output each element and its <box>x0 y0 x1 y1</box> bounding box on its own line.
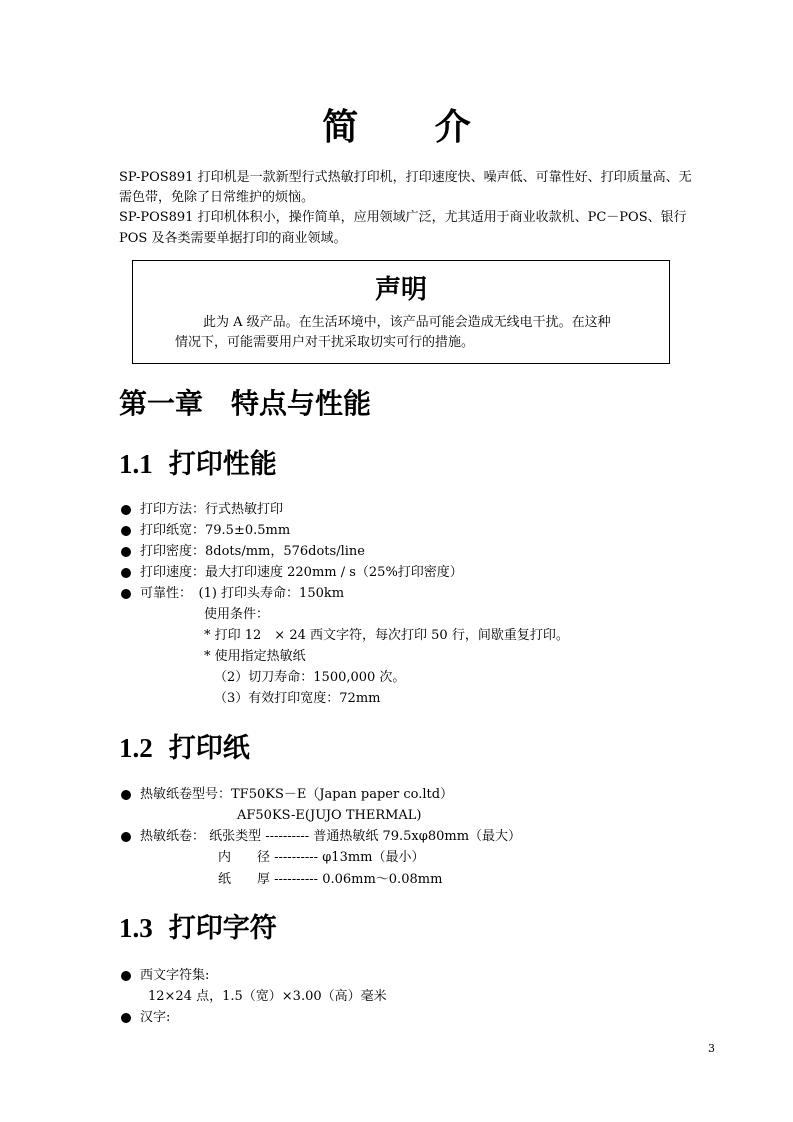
intro-line-1: SP-POS891 打印机是一款新型行式热敏打印机，打印速度快、噪声低、可靠性好、打印质量高、无 <box>119 170 692 185</box>
bullet-icon <box>121 971 131 981</box>
section-heading-1-1 <box>119 446 277 483</box>
intro-line-3: SP-POS891 打印机体积小，操作简单，应用领域广泛，尤其适用于商业收款机、PC－POS、银行 <box>119 210 687 225</box>
spec-reliability: 可靠性： (1) 打印头寿命：150km <box>140 586 345 601</box>
spec-cutter-life: （2）切刀寿命：1500,000 次。 <box>214 670 406 685</box>
spec-print-density: 打印密度：8dots/mm，576dots/line <box>140 544 365 559</box>
chapter-heading: 第一章 特点与性能 <box>119 387 372 420</box>
spec-print-method: 打印方法：行式热敏打印 <box>140 502 284 517</box>
paper-roll-inner-diameter: 内 径 ---------- φ13mm（最小） <box>218 850 425 865</box>
western-charset-label: 西文字符集: <box>140 968 210 983</box>
page-title: 简 介 <box>322 106 503 148</box>
section-number: 1.1 <box>119 449 153 479</box>
bullet-icon <box>121 589 131 599</box>
spec-usage-conditions: 使用条件： <box>204 607 270 622</box>
spec-usage-condition-1: * 打印 12 × 24 西文字符，每次打印 50 行，间歇重复打印。 <box>204 628 569 643</box>
bullet-icon <box>121 832 131 842</box>
bullet-icon <box>121 505 131 515</box>
paper-roll-model: 热敏纸卷型号：TF50KS－E（Japan paper co.ltd） <box>140 787 454 802</box>
spec-usage-condition-2: * 使用指定热敏纸 <box>204 649 306 664</box>
notice-line-2: 情况下，可能需要用户对干扰采取切实可行的措施。 <box>175 335 475 350</box>
page-number: 3 <box>708 1042 715 1055</box>
section-title: 打印字符 <box>168 913 277 944</box>
paper-roll-type: 热敏纸卷： 纸张类型 ---------- 普通热敏纸 79.5xφ80mm（最大） <box>140 829 522 844</box>
section-title: 打印纸 <box>168 733 250 764</box>
section-heading-1-2 <box>119 730 250 767</box>
spec-paper-width: 打印纸宽：79.5±0.5mm <box>140 523 291 538</box>
bullet-icon <box>121 790 131 800</box>
notice-title: 声明 <box>374 275 427 305</box>
paper-roll-model-alt: AF50KS-E(JUJO THERMAL) <box>237 808 422 823</box>
bullet-icon <box>121 568 131 578</box>
chinese-charset-label: 汉字: <box>140 1010 171 1025</box>
notice-line-1: 此为 A 级产品。在生活环境中，该产品可能会造成无线电干扰。在这种 <box>203 315 611 330</box>
intro-line-2: 需色带，免除了日常维护的烦恼。 <box>119 190 315 205</box>
section-heading-1-3 <box>119 910 277 947</box>
intro-line-4: POS 及各类需要单据打印的商业领域。 <box>119 231 347 246</box>
bullet-icon <box>121 526 131 536</box>
western-charset-spec: 12×24 点，1.5（宽）×3.00（高）毫米 <box>148 989 387 1004</box>
bullet-icon <box>121 547 131 557</box>
spec-effective-width: （3）有效打印宽度：72mm <box>214 691 381 706</box>
spec-print-speed: 打印速度：最大打印速度 220mm / s（25%打印密度） <box>140 565 463 580</box>
section-number: 1.2 <box>119 733 153 763</box>
section-number: 1.3 <box>119 913 153 943</box>
paper-thickness: 纸 厚 ---------- 0.06mm～0.08mm <box>218 872 443 887</box>
section-title: 打印性能 <box>168 449 277 480</box>
bullet-icon <box>121 1013 131 1023</box>
